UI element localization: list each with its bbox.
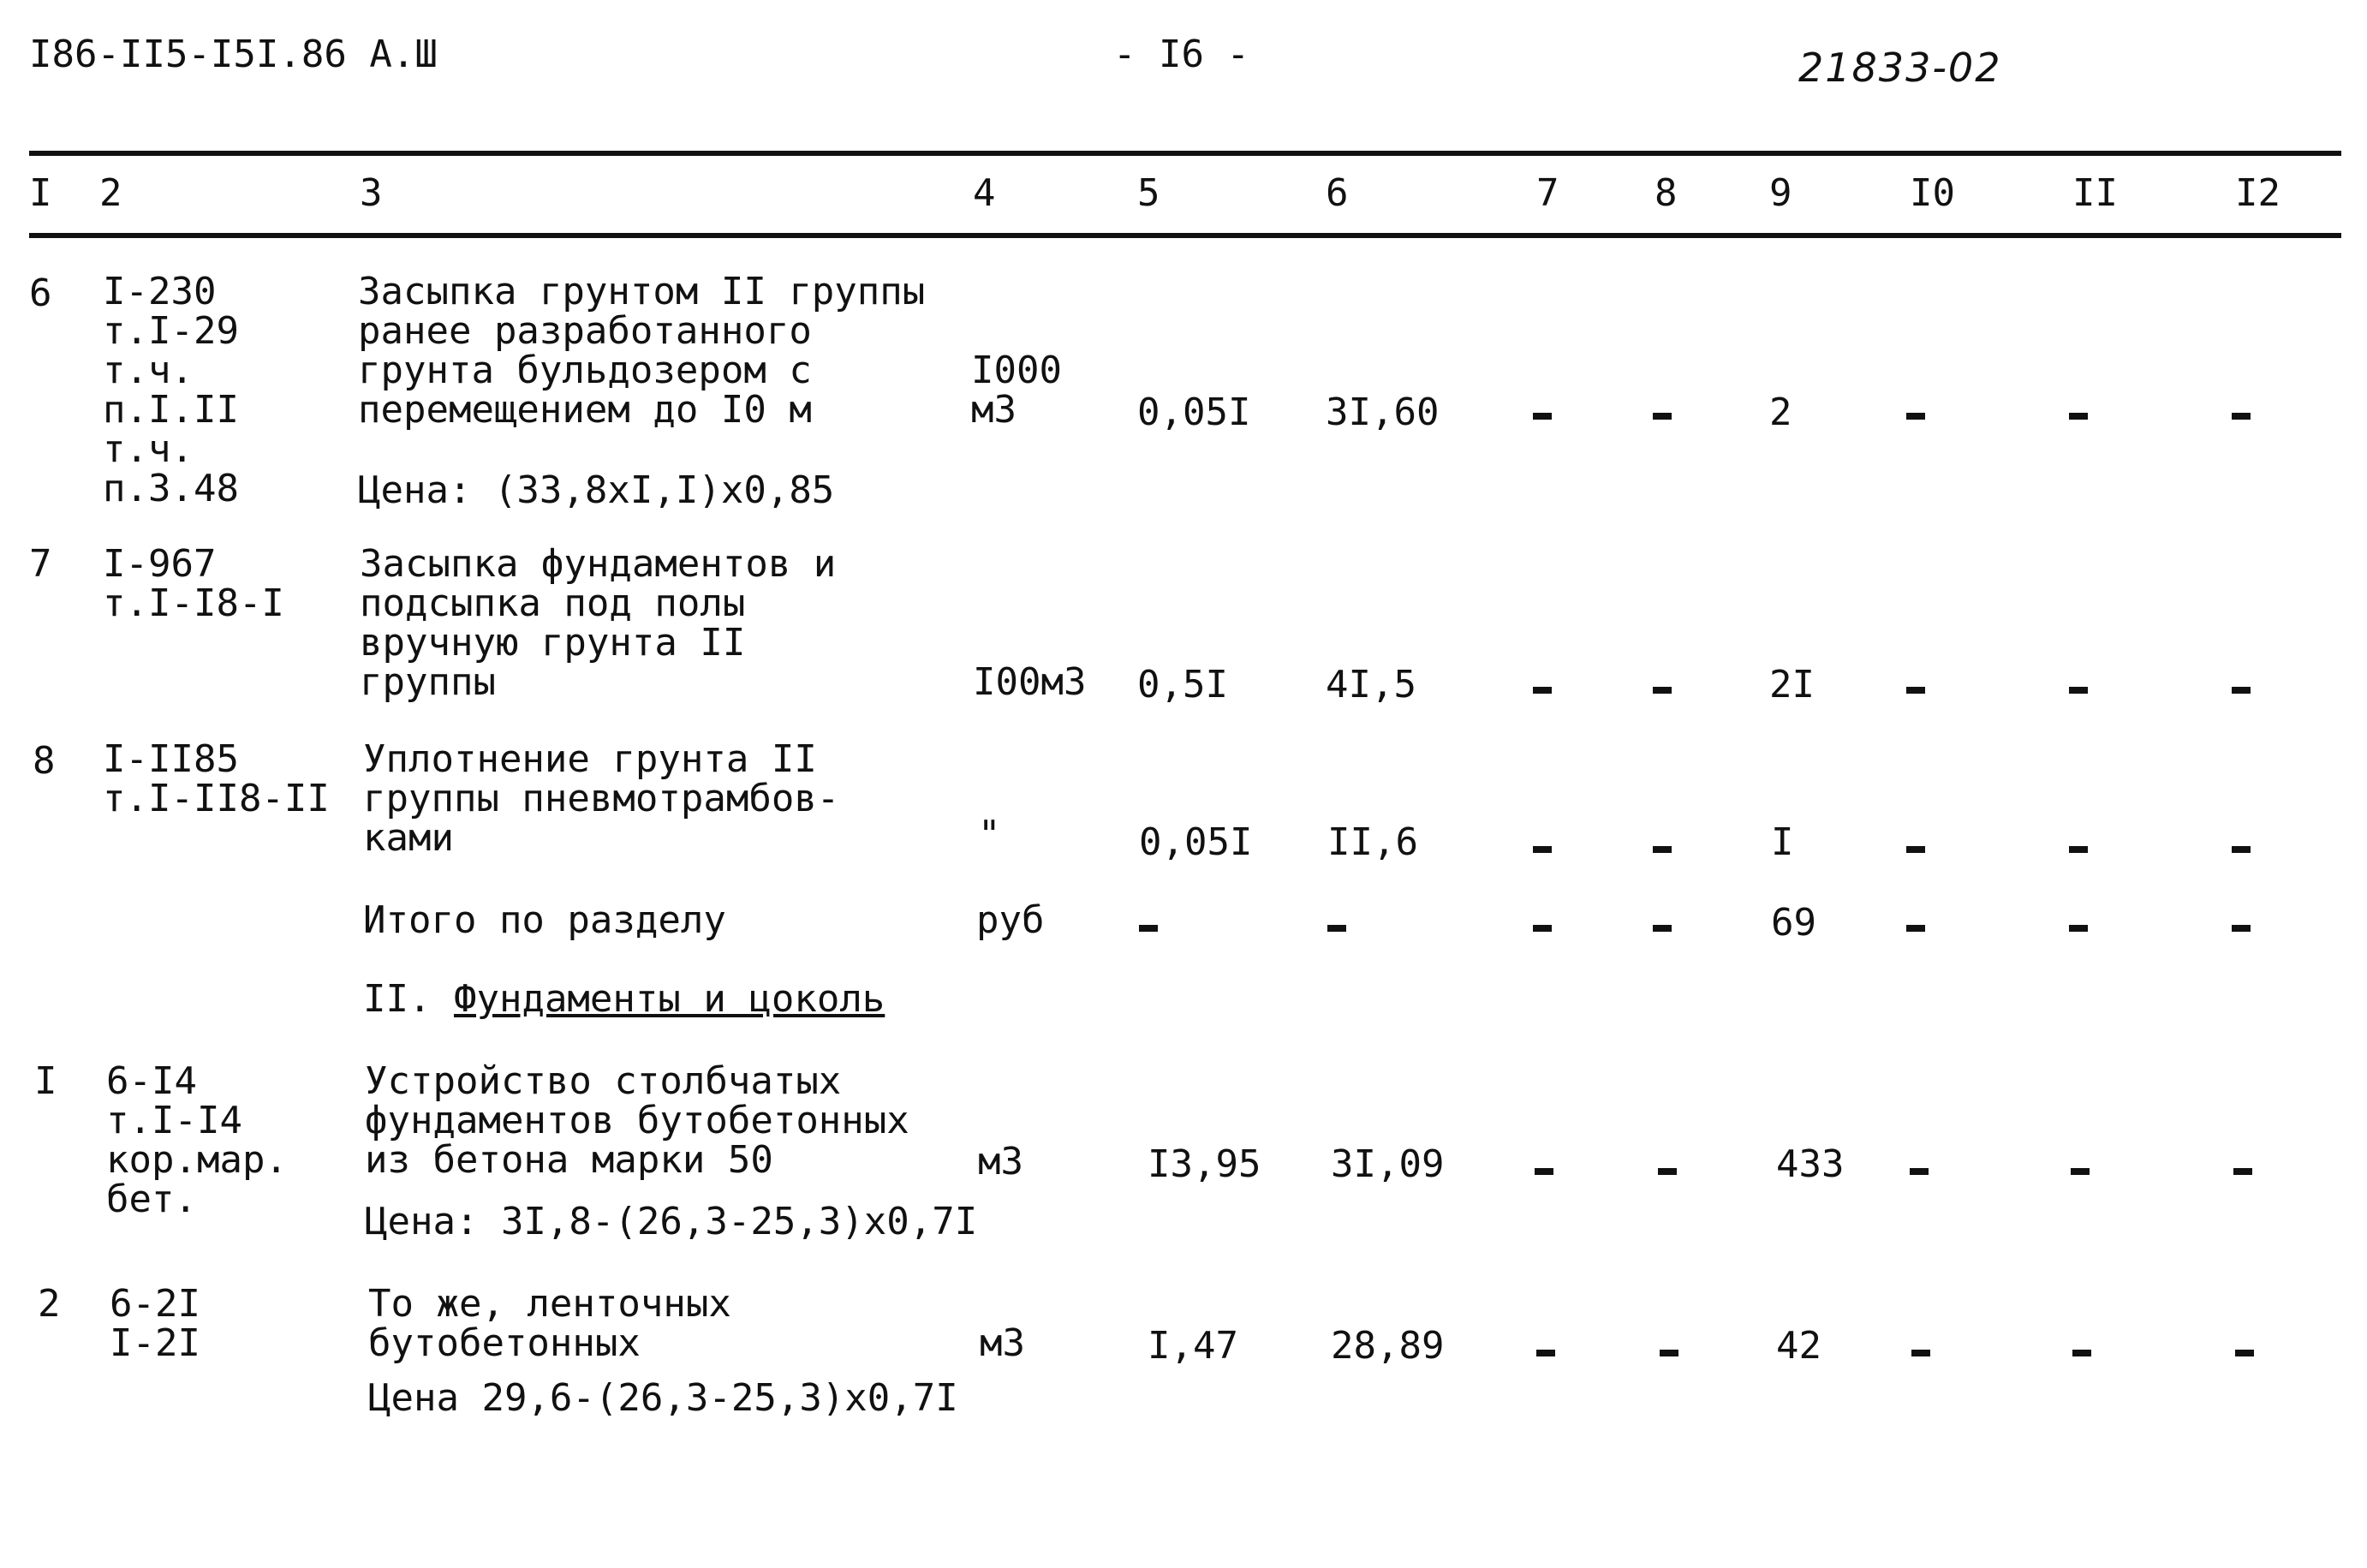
rate-code-line: т.I-II8-II [103, 777, 330, 820]
total-cost: 2I [1769, 663, 1815, 706]
total-cost: I [1771, 820, 1794, 864]
empty-dash [1533, 846, 1552, 853]
description-line: Уплотнение грунта II [363, 737, 817, 781]
rate-code-line: т.I-I4 [106, 1099, 242, 1142]
work-description [358, 272, 925, 430]
quantity: 0,05I [1139, 820, 1253, 864]
rate-code [103, 737, 330, 820]
description-line: подсыпка под полы [360, 581, 746, 625]
rate-code-line: т.ч. [103, 427, 194, 471]
rate-code-line: 6-I4 [106, 1059, 197, 1103]
rate-code [106, 1059, 288, 1221]
unit-cost: 3I,09 [1331, 1142, 1445, 1186]
column-header: 2 [99, 171, 122, 215]
rate-code-line: т.I-29 [103, 309, 239, 353]
description-line: ранее разработанного [358, 309, 812, 353]
empty-dash [1653, 413, 1672, 420]
unit-line: м3 [980, 1321, 1025, 1365]
description-line: вручную грунта II [360, 621, 746, 665]
work-description [363, 737, 840, 860]
empty-dash [1658, 1168, 1677, 1175]
quantity: 0,5I [1137, 663, 1228, 706]
column-header: 3 [360, 171, 383, 215]
unit-cost: II,6 [1327, 820, 1418, 864]
rate-code-line: п.3.48 [103, 467, 239, 510]
unit [978, 815, 1001, 855]
empty-dash [2232, 687, 2251, 694]
unit-cost: 28,89 [1331, 1324, 1445, 1368]
column-header: II [2072, 171, 2118, 215]
rate-code-line: т.ч. [103, 349, 194, 392]
column-header: I0 [1910, 171, 1955, 215]
description-line: Засыпка грунтом II группы [358, 270, 926, 313]
column-header: 4 [973, 171, 996, 215]
description-line: ками [363, 816, 454, 860]
empty-dash [2069, 925, 2088, 932]
total-cost: 433 [1776, 1142, 1845, 1186]
empty-dash [1139, 925, 1158, 932]
empty-dash [1660, 1350, 1678, 1356]
column-header: 6 [1326, 171, 1349, 215]
empty-dash [1653, 925, 1672, 932]
row-number: 6 [29, 271, 52, 315]
page-number: - I6 - [1113, 33, 1249, 76]
empty-dash [2232, 413, 2251, 420]
empty-dash [1327, 925, 1346, 932]
column-header: 9 [1769, 171, 1792, 215]
subtotal-unit: руб [976, 898, 1045, 942]
empty-dash [1653, 846, 1672, 853]
total-cost: 42 [1776, 1324, 1821, 1368]
unit-line: м3 [978, 1140, 1023, 1183]
quantity: I3,95 [1148, 1142, 1261, 1186]
description-line: Засыпка фундаментов и [360, 542, 837, 586]
empty-dash [2071, 1168, 2090, 1175]
column-header: 7 [1536, 171, 1559, 215]
empty-dash [2232, 925, 2251, 932]
empty-dash [2235, 1350, 2254, 1356]
row-number: 7 [29, 542, 52, 586]
description-line: перемещением до I0 м [358, 388, 812, 432]
empty-dash [1906, 925, 1925, 932]
table-header-rule [29, 233, 2341, 238]
rate-code-line: I-2I [110, 1321, 200, 1365]
document-number: 21833-02 [1798, 45, 2002, 91]
rate-code-line: п.I.II [103, 388, 239, 432]
empty-dash [1536, 1350, 1555, 1356]
empty-dash [1533, 925, 1552, 932]
rate-code [110, 1282, 200, 1365]
quantity: I,47 [1148, 1324, 1238, 1368]
column-header: 5 [1137, 171, 1160, 215]
section-heading [363, 977, 885, 1021]
unit [978, 1142, 1023, 1182]
empty-dash [2072, 1350, 2091, 1356]
table-top-rule [29, 151, 2341, 156]
description-line: группы [360, 660, 496, 704]
unit-line: м3 [971, 388, 1017, 432]
unit-cost: 4I,5 [1326, 663, 1416, 706]
rate-code-line: I-230 [103, 270, 217, 313]
empty-dash [2069, 687, 2088, 694]
work-description [365, 1059, 909, 1182]
total-cost: 2 [1769, 391, 1792, 434]
empty-dash [1906, 846, 1925, 853]
empty-dash [1535, 1168, 1553, 1175]
rate-code [103, 272, 239, 509]
section-title: Фундаменты и цоколь [453, 977, 885, 1021]
rate-code-line: I-II85 [103, 737, 239, 781]
description-line: То же, ленточных [368, 1282, 731, 1326]
description-line: фундаментов бутобетонных [365, 1099, 909, 1142]
column-header: I [29, 171, 52, 215]
unit-cost: 3I,60 [1326, 391, 1440, 434]
work-description [360, 542, 837, 704]
empty-dash [2069, 846, 2088, 853]
section-prefix: II. [363, 977, 432, 1021]
unit [971, 351, 1062, 430]
row-number: I [34, 1059, 57, 1103]
rate-code-line: бет. [106, 1177, 197, 1221]
unit-line: " [978, 813, 1001, 856]
row-number: 8 [33, 739, 56, 783]
empty-dash [1906, 687, 1925, 694]
subtotal-label: Итого по разделу [363, 898, 726, 942]
rate-code-line: 6-2I [110, 1282, 200, 1326]
document-code: I86-II5-I5I.86 A.Ш [29, 33, 438, 76]
empty-dash [1533, 687, 1552, 694]
subtotal-total: 69 [1771, 901, 1816, 945]
unit-line: I000 [971, 349, 1062, 392]
description-line: Устройство столбчатых [365, 1059, 842, 1103]
row-number: 2 [38, 1282, 61, 1326]
price-note: Цена: 3I,8-(26,3-25,3)x0,7I [365, 1200, 978, 1243]
empty-dash [1906, 413, 1925, 420]
empty-dash [2233, 1168, 2252, 1175]
rate-code-line: кор.мар. [106, 1138, 288, 1182]
description-line: грунта бульдозером с [358, 349, 812, 392]
description-line: группы пневмотрамбов- [363, 777, 840, 820]
rate-code-line: I-967 [103, 542, 217, 586]
price-note: Цена: (33,8xI,I)x0,85 [358, 468, 835, 512]
empty-dash [1653, 687, 1672, 694]
empty-dash [1533, 413, 1552, 420]
rate-code-line: т.I-I8-I [103, 581, 284, 625]
unit-line: I00м3 [973, 660, 1087, 704]
column-header: I2 [2235, 171, 2281, 215]
column-header: 8 [1655, 171, 1678, 215]
empty-dash [1911, 1350, 1930, 1356]
unit [980, 1321, 1025, 1365]
description-line: бутобетонных [368, 1321, 641, 1365]
description-line: из бетона марки 50 [365, 1138, 773, 1182]
empty-dash [1910, 1168, 1929, 1175]
unit [973, 660, 1087, 704]
quantity: 0,05I [1137, 391, 1251, 434]
rate-code [103, 542, 284, 625]
work-description [368, 1282, 731, 1365]
empty-dash [2232, 846, 2251, 853]
price-note: Цена 29,6-(26,3-25,3)x0,7I [368, 1376, 958, 1420]
empty-dash [2069, 413, 2088, 420]
